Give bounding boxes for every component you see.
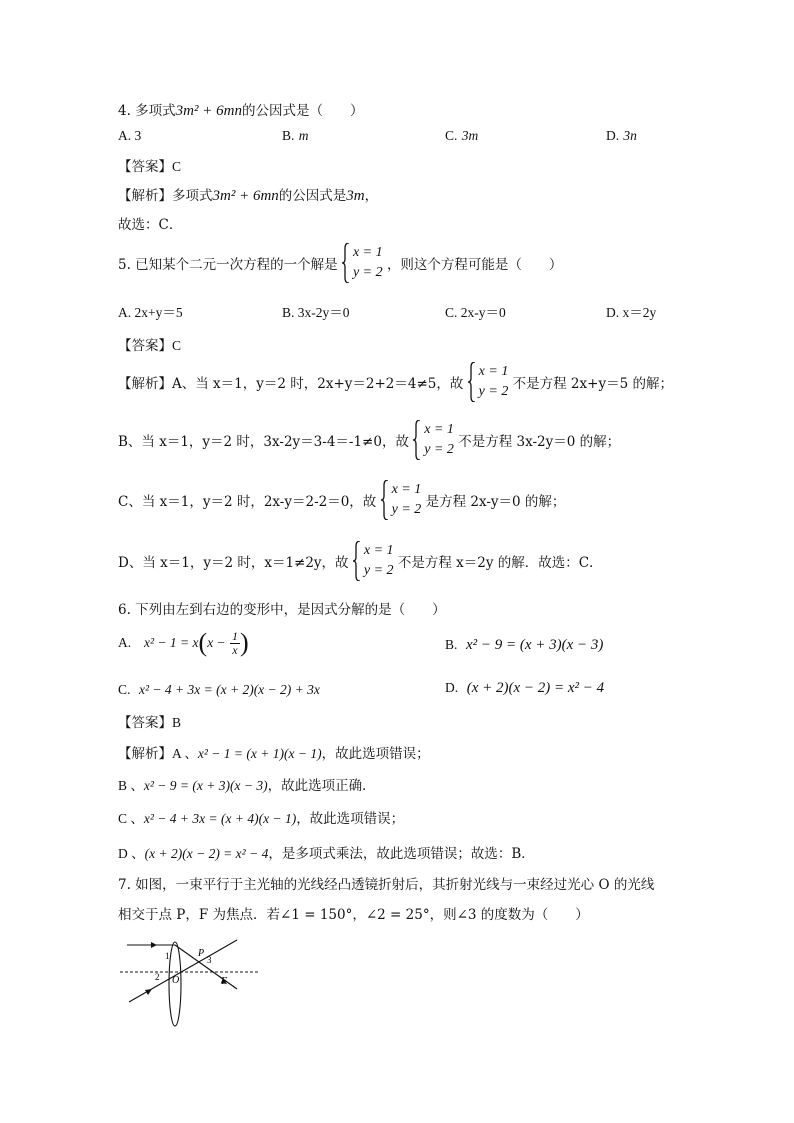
- q5-analysis-line-a: 【解析】A、当 x＝1，y＝2 时，2x+y＝2+2＝4≠5，故 x = 1 y = 2 不是方程 2x+y＝5 的解；: [118, 362, 673, 402]
- ray-arrow-icon: [151, 942, 157, 948]
- label-angle-3: 3: [207, 955, 212, 965]
- label-o: O: [172, 975, 180, 986]
- q5-system: x = 1 y = 2: [342, 243, 383, 283]
- q4-conclusion: 故选：C．: [118, 217, 183, 233]
- q5-option-b: B. 3x-2y＝0: [282, 305, 350, 320]
- q7-line1: 7. 如图，一束平行于主光轴的光线经凸透镜折射后，其折射光线与一束经过光心 O 的光线: [118, 877, 655, 893]
- q4-answer: 【答案】C: [118, 159, 182, 175]
- q4-option-a: A. 3: [118, 128, 142, 143]
- q6-option-a: A. x² − 1 = x(x − $\frac{1}{x}$ ): [118, 628, 249, 657]
- q5-option-a: A. 2x+y＝5: [118, 305, 183, 320]
- q6-option-c: C. x² − 4 + 3x = (x + 2)(x − 2) + 3x: [118, 682, 320, 697]
- label-p: P: [198, 948, 205, 959]
- center-ray: [129, 940, 237, 1002]
- q6-option-d: D. (x + 2)(x − 2) = x² − 4: [445, 680, 605, 696]
- q6-analysis-d: D 、(x + 2)(x − 2) = x² − 4，是多项式乘法，故此选项错误；故选：B．: [118, 846, 535, 862]
- q7-line2: 相交于点 P，F 为焦点．若∠1 = 150°，∠2 = 25°，则∠3 的度数为（ ）: [118, 907, 589, 923]
- q5-option-d: D. x＝2y: [606, 305, 657, 320]
- q6-answer: 【答案】B: [118, 715, 182, 731]
- q4-expr: 3m² + 6mn: [175, 103, 242, 119]
- lens-diagram: [115, 932, 265, 1027]
- q4-option-d: D. 3n: [606, 128, 637, 143]
- refracted-ray: [175, 945, 237, 989]
- q6-analysis-b: B 、x² − 9 = (x + 3)(x − 3)，故此选项正确．: [118, 778, 376, 794]
- q4-option-c: C. 3m: [445, 128, 479, 143]
- q4-analysis: 【解析】多项式3m² + 6mn的公因式是3m，: [118, 188, 379, 204]
- q5-analysis-line-b: B、当 x＝1，y＝2 时，3x-2y＝3-4＝-1≠0，故 x = 1 y = 2 不是方程 3x-2y＝0 的解；: [118, 420, 620, 460]
- q6-stem: 6. 下列由左到右边的变形中，是因式分解的是（ ）: [118, 602, 446, 618]
- q6-analysis-c: C 、x² − 4 + 3x = (x + 4)(x − 1)，故此选项错误；: [118, 811, 405, 827]
- label-angle-1: 1: [165, 951, 170, 961]
- q5-stem: 5. 已知某个二元一次方程的一个解是 x = 1 y = 2 ，则这个方程可能是（ ）: [118, 243, 562, 283]
- q6-option-b: B. x² − 9 = (x + 3)(x − 3): [445, 637, 604, 653]
- label-angle-2: 2: [155, 972, 160, 982]
- q5-option-c: C. 2x-y＝0: [445, 305, 506, 320]
- label-f: F: [221, 976, 228, 987]
- q5-analysis-line-d: D、当 x＝1，y＝2 时，x＝1≠2y，故 x = 1 y = 2 不是方程 x＝2y 的解．故选：C．: [118, 541, 603, 581]
- q4-option-b: B. m: [282, 128, 309, 143]
- q6-analysis-a: 【解析】A 、x² − 1 = (x + 1)(x − 1)，故此选项错误；: [118, 746, 430, 762]
- q4-stem: 4. 多项式3m² + 6mn的公因式是（ ）: [118, 103, 364, 119]
- q5-analysis-line-c: C、当 x＝1，y＝2 时，2x-y＝2-2＝0，故 x = 1 y = 2 是方程 2x-y＝0 的解；: [118, 480, 565, 520]
- q5-answer: 【答案】C: [118, 338, 182, 354]
